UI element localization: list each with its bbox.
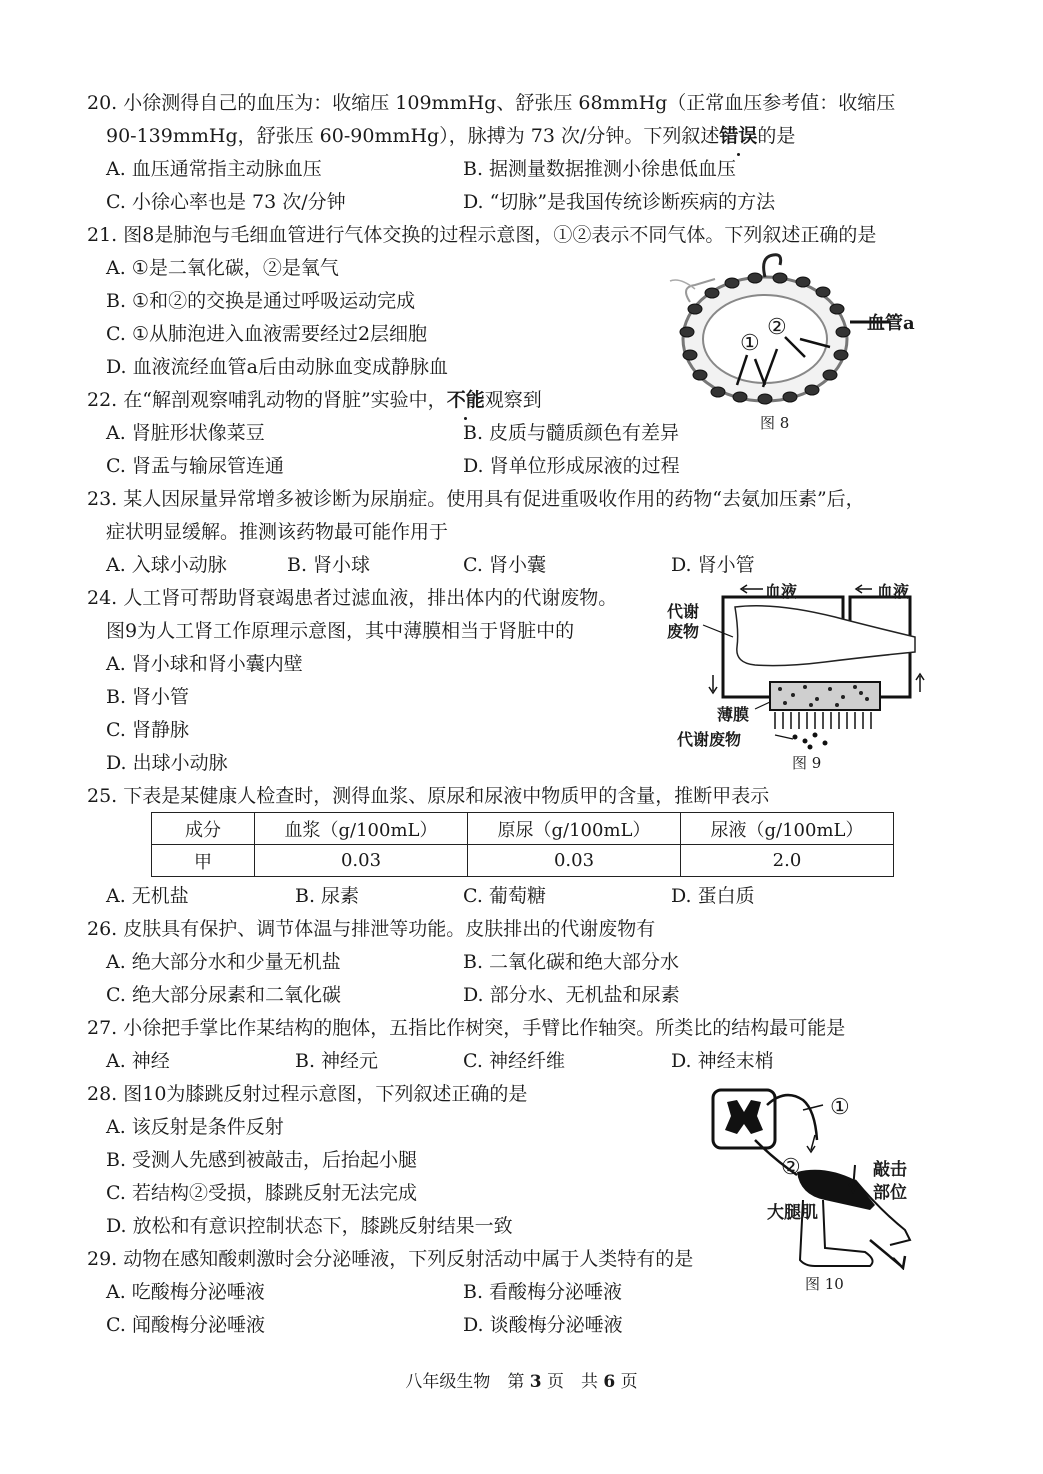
fig9-label-blood-left: 血液 [765,582,798,601]
q22-option-b: B. 皮质与髓质颜色有差异 [463,422,680,444]
q27-options [87,1045,845,1078]
question-25 [87,780,769,813]
q22-stem-end: 观察到 [484,389,542,411]
q28-option-a: A. 该反射是条件反射 [106,1116,284,1138]
question-20 [87,87,895,219]
footer-total-pages: 6 [603,1372,616,1392]
fig9-label-blood-right: 血液 [877,582,910,601]
page-footer [0,1367,1043,1392]
q29-options-row2 [87,1309,693,1342]
q28-option-c: C. 若结构②受损，膝跳反射无法完成 [106,1182,417,1204]
q21-option-d: D. 血液流经血管a后由动脉血变成静脉血 [106,356,448,378]
emphasis-mark: 不能 [447,384,485,417]
q24-option-a: A. 肾小球和肾小囊内壁 [106,653,303,675]
q25-option-a: A. 无机盐 [106,885,189,907]
q25-option-b: B. 尿素 [295,885,360,907]
q27-option-b: B. 神经元 [295,1050,379,1072]
fig9-label-waste-top-1: 代谢 [667,602,700,621]
table-header-cell: 血浆（g/100mL） [255,813,468,845]
table-header-cell: 成分 [152,813,255,845]
table-cell: 0.03 [255,845,468,877]
table-cell: 2.0 [681,845,894,877]
figure-9 [665,577,930,772]
q23-line1: 23. 某人因尿量异常增多被诊断为尿崩症。使用具有促进重吸收作用的药物“去氨加压素”后， [87,488,865,510]
q20-option-b: B. 据测量数据推测小徐患低血压 [463,158,737,180]
q25-option-d: D. 蛋白质 [671,885,755,907]
q22-options-row2 [87,450,680,483]
q27-stem: 27. 小徐把手掌比作某结构的胞体，五指比作树突，手臂比作轴突。所类比的结构最可能是 [87,1017,846,1039]
q23-option-b: B. 肾小球 [287,554,371,576]
q20-line1: 20. 小徐测得自己的血压为：收缩压 109mmHg、舒张压 68mmHg（正常血压参考值：收缩压 [87,92,896,114]
q26-option-c: C. 绝大部分尿素和二氧化碳 [106,984,341,1006]
fig10-caption: 图 10 [805,1275,844,1293]
fig10-label-hit-2: 部位 [873,1183,907,1203]
fig10-label-2: ② [781,1155,801,1180]
q26-options-row2 [87,979,680,1012]
q25-table [151,812,894,877]
q21-stem: 21. 图8是肺泡与毛细血管进行气体交换的过程示意图，①②表示不同气体。下列叙述正确的是 [87,224,877,246]
fig8-label-2: ② [767,315,787,340]
fig8-caption: 图 8 [760,414,790,432]
question-26 [87,913,680,1012]
footer-mid: 页 共 [541,1372,604,1392]
q26-option-b: B. 二氧化碳和绝大部分水 [463,951,680,973]
fig10-label-muscle: 大腿肌 [767,1203,818,1223]
q29-options-row1 [87,1276,693,1309]
q22-stem [87,384,542,417]
fig10-label-1: ① [830,1095,850,1120]
q28-stem: 28. 图10为膝跳反射过程示意图，下列叙述正确的是 [87,1083,528,1105]
q23-option-a: A. 入球小动脉 [106,554,227,576]
table-header-cell: 原尿（g/100mL） [468,813,681,845]
q24-option-c: C. 肾静脉 [106,719,189,741]
question-27 [87,1012,845,1078]
fig9-label-membrane: 薄膜 [717,705,750,724]
q20-option-c: C. 小徐心率也是 73 次/分钟 [106,191,346,213]
q26-options-row1 [87,946,680,979]
table-row [152,845,894,877]
q24-option-d: D. 出球小动脉 [106,752,228,774]
q20-option-a: A. 血压通常指主动脉血压 [106,158,322,180]
q22-stem-text: 22. 在“解剖观察哺乳动物的肾脏”实验中， [87,389,447,411]
q25-stem: 25. 下表是某健康人检查时，测得血浆、原尿和尿液中物质甲的含量，推断甲表示 [87,785,770,807]
q29-option-c: C. 闻酸梅分泌唾液 [106,1314,265,1336]
q23-option-d: D. 肾小管 [671,554,755,576]
q21-option-b: B. ①和②的交换是通过呼吸运动完成 [106,290,416,312]
q20-option-d: D. “切脉”是我国传统诊断疾病的方法 [463,191,776,213]
q22-options-row1 [87,417,680,450]
table-cell: 0.03 [468,845,681,877]
footer-suffix: 页 [615,1372,638,1392]
q20-line2-end: 的是 [757,125,796,147]
footer-prefix: 八年级生物 第 [405,1372,530,1392]
fig9-label-waste-top-2: 废物 [667,622,700,641]
q20-line2 [87,120,895,153]
q20-line2-text: 90-139mmHg，舒张压 60-90mmHg），脉搏为 73 次/分钟。下列叙述 [106,125,720,147]
q25-option-c: C. 葡萄糖 [463,885,546,907]
q23-line2: 症状明显缓解。推测该药物最可能作用于 [106,521,449,543]
fig8-label-1: ① [740,331,760,356]
q26-option-a: A. 绝大部分水和少量无机盐 [106,951,341,973]
q24-line2: 图9为人工肾工作原理示意图，其中薄膜相当于肾脏中的 [106,620,575,642]
table-header-cell: 尿液（g/100mL） [681,813,894,845]
q24-line1: 24. 人工肾可帮助肾衰竭患者过滤血液，排出体内的代谢废物。 [87,587,618,609]
emphasis-mark: 错误 [719,120,757,153]
q22-option-a: A. 肾脏形状像菜豆 [106,422,265,444]
figure-8 [655,247,945,437]
q26-stem: 26. 皮肤具有保护、调节体温与排泄等功能。皮肤排出的代谢废物有 [87,918,656,940]
q27-option-c: C. 神经纤维 [463,1050,565,1072]
footer-page-number: 3 [529,1372,542,1392]
figure-10 [705,1080,930,1295]
q27-option-d: D. 神经末梢 [671,1050,774,1072]
q24-option-b: B. 肾小管 [106,686,190,708]
question-23 [87,483,865,582]
q20-options-row2 [87,186,895,219]
fig9-label-waste-bottom: 代谢废物 [677,730,742,749]
q22-option-d: D. 肾单位形成尿液的过程 [463,455,680,477]
fig9-caption: 图 9 [792,754,822,772]
q21-option-a: A. ①是二氧化碳，②是氧气 [106,257,339,279]
q29-option-b: B. 看酸梅分泌唾液 [463,1281,623,1303]
q26-option-d: D. 部分水、无机盐和尿素 [463,984,680,1006]
q29-option-d: D. 谈酸梅分泌唾液 [463,1314,623,1336]
artificial-kidney-diagram [665,577,930,752]
fig10-label-hit-1: 敲击 [873,1160,907,1180]
q20-options-row1 [87,153,895,186]
q29-stem: 29. 动物在感知酸刺激时会分泌唾液，下列反射活动中属于人类特有的是 [87,1248,694,1270]
q28-option-d: D. 放松和有意识控制状态下，膝跳反射结果一致 [106,1215,513,1237]
q28-option-b: B. 受测人先感到被敲击，后抬起小腿 [106,1149,418,1171]
question-24 [87,582,617,780]
table-cell: 甲 [152,845,255,877]
question-22 [87,384,680,483]
question-28 [87,1078,527,1243]
q23-option-c: C. 肾小囊 [463,554,546,576]
q22-option-c: C. 肾盂与输尿管连通 [106,455,284,477]
question-29 [87,1243,693,1342]
q21-option-c: C. ①从肺泡进入血液需要经过2层细胞 [106,323,428,345]
q27-option-a: A. 神经 [106,1050,170,1072]
table-header-row [152,813,894,845]
fig8-label-vessel: 血管a [867,313,915,334]
q29-option-a: A. 吃酸梅分泌唾液 [106,1281,265,1303]
